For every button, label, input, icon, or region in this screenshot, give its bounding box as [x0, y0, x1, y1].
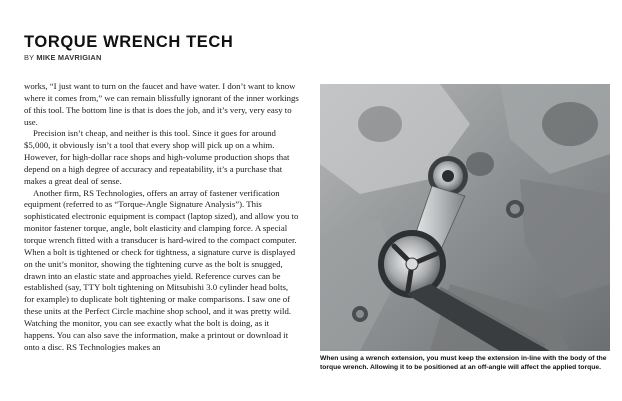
article-paragraph-2: Precision isn’t cheap, and neither is this tool. Since it goes for around $5,000, it obviously isn’t a tool that every shop will pick up on a whim. However, for high-dollar race shops and high-volume production shops that depend on a high degree of accuracy and repeatability, it’s a purchase that makes a great deal of sense.: [24, 128, 290, 186]
article-header: [24, 34, 233, 62]
byline-prefix: BY: [24, 53, 35, 62]
article-paragraph-3: Another firm, RS Technologies, offers an array of fastener verification equipment (referred to as “Torque-Angle Signature Analysis”). This sophisticated electronic equipment is compact (laptop sized), and allow you to monitor fastener torque, angle, bolt elasticity and clamping force. A special torque wrench fitted with a transducer is hard-wired to the compact computer. When a bolt is tightened or check for tightness, a signature curve is displayed on the unit’s monitor, showing the tightening curve as the bolt is snugged, drawn into an elastic state and approaches yield. Reference curves can be established (say, TTY bolt tightening on Mitsubishi 3.0 cylinder head bolts, for example) to duplicate bolt tightening or make comparisons. I saw one of these units at the Perfect Circle machine shop school, and it was pretty wild. Watching the monitor, you can see exactly what the bolt is doing, as it happens. You can also save the information, make a printout or download it onto a disc. RS Technologies makes an: [24, 187, 299, 352]
article-body: [24, 81, 299, 353]
byline-author: MIKE MAVRIGIAN: [36, 53, 102, 62]
page-title: TORQUE WRENCH TECH: [24, 33, 234, 51]
byline: [24, 53, 233, 62]
photo-caption: When using a wrench extension, you must keep the extension in-line with the body of the torque wrench. Allowing it to be positioned at an off-angle will affect the applied torque.: [320, 355, 607, 371]
article-paragraph-1: works, “I just want to turn on the faucet and have water. I don’t want to know where it comes from,” we can remain blissfully ignorant of the inner workings of this tool. The bottom line is that is does the job, and it’s very, very easy to use.: [24, 81, 299, 127]
article-photo: [320, 84, 610, 351]
